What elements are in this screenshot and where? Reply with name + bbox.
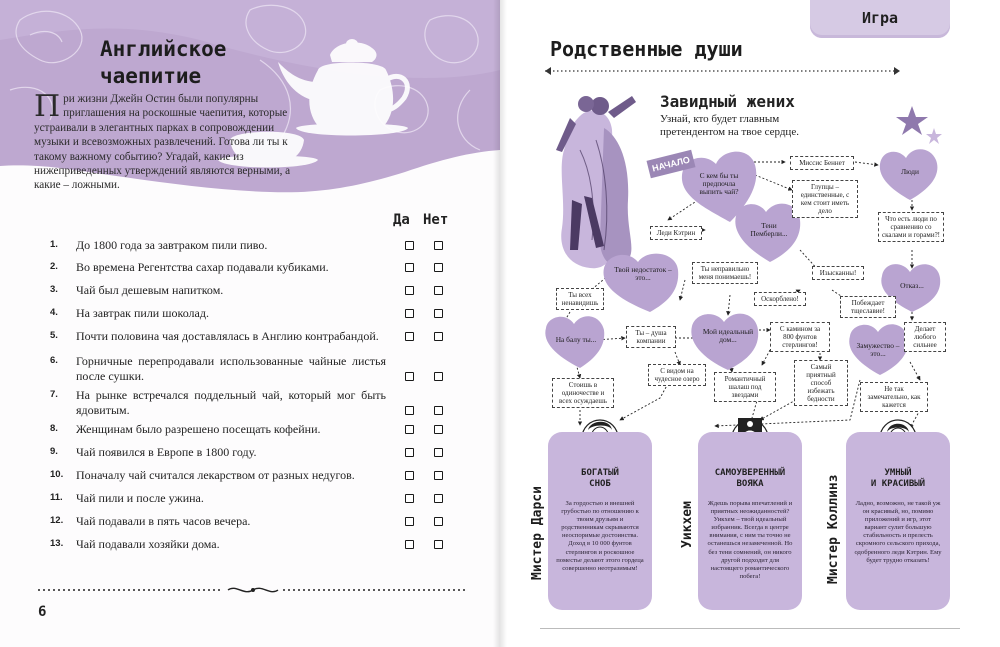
dancing-couple-illustration	[556, 96, 636, 268]
card-description: За гордостью и внешней грубостью по отношению к твоим друзьям и родственникам скрываются неоспоримые достоинства. Доход в 10 000 фунтов стерлингов и роскошное поместье делают этого гордеца совершенно неотразимым!	[556, 500, 644, 572]
no-checkbox[interactable]	[434, 406, 443, 415]
box-stand-alone: Стоишь в одиночестве и всех осуждаешь	[552, 378, 614, 408]
left-header-illustration	[0, 0, 500, 200]
box-lady-catherine: Леди Кэтрин	[650, 226, 702, 240]
box-soul-of-party: Ты – душа компании	[626, 326, 676, 348]
question-text: Чай был дешевым напитком.	[76, 283, 224, 297]
heart-label-tea: С кем бы ты предпочла выпить чай?	[699, 171, 739, 197]
box-offended: Оскорблено!	[754, 292, 806, 306]
section-tab-label: Игра	[861, 9, 899, 27]
quiz-question-row	[50, 354, 470, 383]
question-text: Чай появился в Европе в 1800 году.	[76, 445, 257, 459]
name-darcy: Мистер Дарси	[530, 486, 545, 580]
left-page-title	[100, 36, 280, 90]
question-number: 2.	[50, 261, 58, 272]
quiz-question-row	[50, 537, 470, 552]
yes-checkbox[interactable]	[405, 471, 414, 480]
question-number: 8.	[50, 423, 58, 434]
box-vanity: Побеждает тщеславие!	[840, 296, 896, 318]
no-checkbox[interactable]	[434, 471, 443, 480]
quiz-question-row	[50, 388, 470, 417]
yes-checkbox[interactable]	[405, 263, 414, 272]
question-text: Чай подавали в пять часов вечера.	[76, 514, 251, 528]
heart-label-refusal: Отказ...	[900, 281, 924, 290]
box-fools: Глупцы – единственные, с кем стоит иметь дело	[792, 180, 858, 218]
heart-label-people: Люди	[901, 167, 919, 176]
card-title: БОГАТЫЙ СНОБ	[581, 468, 619, 489]
card-title: САМОУВЕРЕННЫЙ ВОЯКА	[714, 468, 786, 489]
quiz-question-row	[50, 329, 470, 344]
no-checkbox[interactable]	[434, 517, 443, 526]
star-icon	[926, 128, 942, 144]
yes-checkbox[interactable]	[405, 372, 414, 381]
bottom-rule	[540, 628, 960, 629]
question-text: Женщинам было разрешено посещать кофейни.	[76, 422, 321, 436]
heart-label-marriage: Замужество – это...	[856, 341, 900, 359]
question-text: На завтрак пили шоколад.	[76, 306, 209, 320]
question-number: 12.	[50, 515, 64, 526]
no-checkbox[interactable]	[434, 540, 443, 549]
question-number: 10.	[50, 469, 64, 480]
box-misunderstand: Ты неправильно меня понимаешь!	[692, 262, 758, 284]
yes-checkbox[interactable]	[405, 332, 414, 341]
yes-checkbox[interactable]	[405, 425, 414, 434]
intro-paragraph	[34, 89, 304, 193]
game-subtitle: Завидный жених	[660, 92, 795, 111]
yes-checkbox[interactable]	[405, 448, 414, 457]
title-line-1: Английское	[100, 37, 227, 61]
quiz-question-row	[50, 260, 470, 275]
quiz-question-row	[50, 306, 470, 321]
question-number: 1.	[50, 239, 58, 250]
question-text: Горничные перепродавали использованные чайные листья после сушки.	[76, 354, 386, 383]
quiz-question-row	[50, 422, 470, 437]
yes-checkbox[interactable]	[405, 286, 414, 295]
quiz-question-row	[50, 491, 470, 506]
no-checkbox[interactable]	[434, 286, 443, 295]
question-number: 11.	[50, 492, 63, 503]
start-label: НАЧАЛО	[647, 150, 696, 179]
question-number: 3.	[50, 284, 58, 295]
no-checkbox[interactable]	[434, 332, 443, 341]
no-checkbox[interactable]	[434, 372, 443, 381]
quiz-question-row	[50, 445, 470, 460]
yes-checkbox[interactable]	[405, 494, 414, 503]
no-checkbox[interactable]	[434, 241, 443, 250]
question-text: На рынке встречался поддельный чай, который мог быть ядовитым.	[76, 388, 386, 417]
star-icon	[896, 106, 928, 135]
question-number: 5.	[50, 330, 58, 341]
name-wickham: Уикхем	[680, 501, 695, 548]
title-line-2: чаепитие	[100, 64, 202, 88]
box-stronger: Делает любого сильнее	[904, 322, 946, 352]
heart-label-ball: На балу ты...	[555, 335, 597, 344]
yes-checkbox[interactable]	[405, 540, 414, 549]
page-number: 6	[38, 604, 47, 620]
heart-label-flaw: Твой недостаток – это...	[614, 265, 672, 283]
card-description: Ждешь порыва впечатлений и приятных неожиданностей? Уикхем – твой идеальный избранник. Всегда в центре внимания, с ним ты точно не останешься незамеченной. Но без тени сомнений, он никого другой подходит для настоящего романтического побега!	[707, 500, 793, 580]
box-fireplace: С камином за 800 фунтов стерлингов!	[770, 322, 830, 352]
heart-label-home: Мой идеальный дом...	[702, 327, 754, 345]
no-checkbox[interactable]	[434, 263, 443, 272]
intro-text: ри жизни Джейн Остин были популярны приглашения на роскошные чаепития, которые устраивали в элегантных парках в сопровождении музыки и всевозможных развлечений. Готова ли ты к такому важному событию? Угадай, какие из нижеприведенных утверждений являются верными, а какие – ложными.	[34, 93, 291, 192]
box-exquisite: Изысканны!	[812, 266, 864, 280]
right-page-title: Родственные души	[550, 37, 743, 61]
box-mountains: Что есть люди по сравнению со скалами и горами?!	[878, 212, 944, 242]
yes-header: Да	[393, 212, 410, 228]
yes-checkbox[interactable]	[405, 406, 414, 415]
box-hate-everyone: Ты всех ненавидишь	[556, 288, 604, 310]
yes-checkbox[interactable]	[405, 309, 414, 318]
game-instructions: Узнай, кто будет главным претендентом на твое сердце.	[660, 113, 799, 138]
name-collins: Мистер Коллинз	[826, 474, 841, 584]
question-text: Поначалу чай считался лекарством от разных недугов.	[76, 468, 355, 482]
book-gutter	[493, 0, 507, 647]
question-number: 7.	[50, 389, 58, 400]
no-checkbox[interactable]	[434, 448, 443, 457]
box-lake-view: С видом на чудесное озеро	[648, 364, 706, 386]
box-mrs-bennet: Миссис Беннет	[790, 156, 854, 170]
answer-column-headers	[393, 212, 473, 232]
question-text: До 1800 года за завтраком пили пиво.	[76, 238, 268, 252]
right-page	[500, 0, 1000, 647]
quiz-question-row	[50, 238, 470, 253]
box-not-so-great: Не так замечательно, как кажется	[860, 382, 928, 412]
question-text: Чай пили и после ужина.	[76, 491, 204, 505]
box-romantic-hut: Романтичный шалаш под звездами	[714, 372, 776, 402]
no-checkbox[interactable]	[434, 425, 443, 434]
heart-label-pemberley: Тени Пемберли...	[750, 221, 788, 239]
question-number: 13.	[50, 538, 64, 549]
result-card-darcy	[548, 432, 652, 610]
quiz-question-row	[50, 514, 470, 529]
quiz-question-row	[50, 283, 470, 298]
drop-cap: П	[34, 89, 61, 124]
yes-checkbox[interactable]	[405, 241, 414, 250]
question-text: Чай подавали хозяйки дома.	[76, 537, 220, 551]
no-checkbox[interactable]	[434, 494, 443, 503]
quiz-question-row	[50, 468, 470, 483]
question-number: 6.	[50, 355, 58, 366]
question-text: Во времена Регентства сахар подавали кубиками.	[76, 260, 329, 274]
yes-checkbox[interactable]	[405, 517, 414, 526]
box-avoid-poverty: Самый приятный способ избежать бедности	[794, 360, 848, 406]
question-text: Почти половина чая доставлялась в Англию контрабандой.	[76, 329, 379, 343]
ornamental-divider	[38, 585, 468, 595]
card-description: Ладно, возможно, не такой уж он красивый, но, помимо приложений и игр, этот вариант сулит большую стабильность и прелесть скромного сельского прихода, одобренного леди Кэтрин. Ему будет трудно отказать!	[854, 500, 942, 564]
result-card-wickham	[698, 432, 802, 610]
no-checkbox[interactable]	[434, 309, 443, 318]
no-header: Нет	[423, 212, 449, 228]
question-number: 9.	[50, 446, 58, 457]
card-title: УМНЫЙ И КРАСИВЫЙ	[870, 468, 926, 489]
result-card-collins	[846, 432, 950, 610]
question-number: 4.	[50, 307, 58, 318]
